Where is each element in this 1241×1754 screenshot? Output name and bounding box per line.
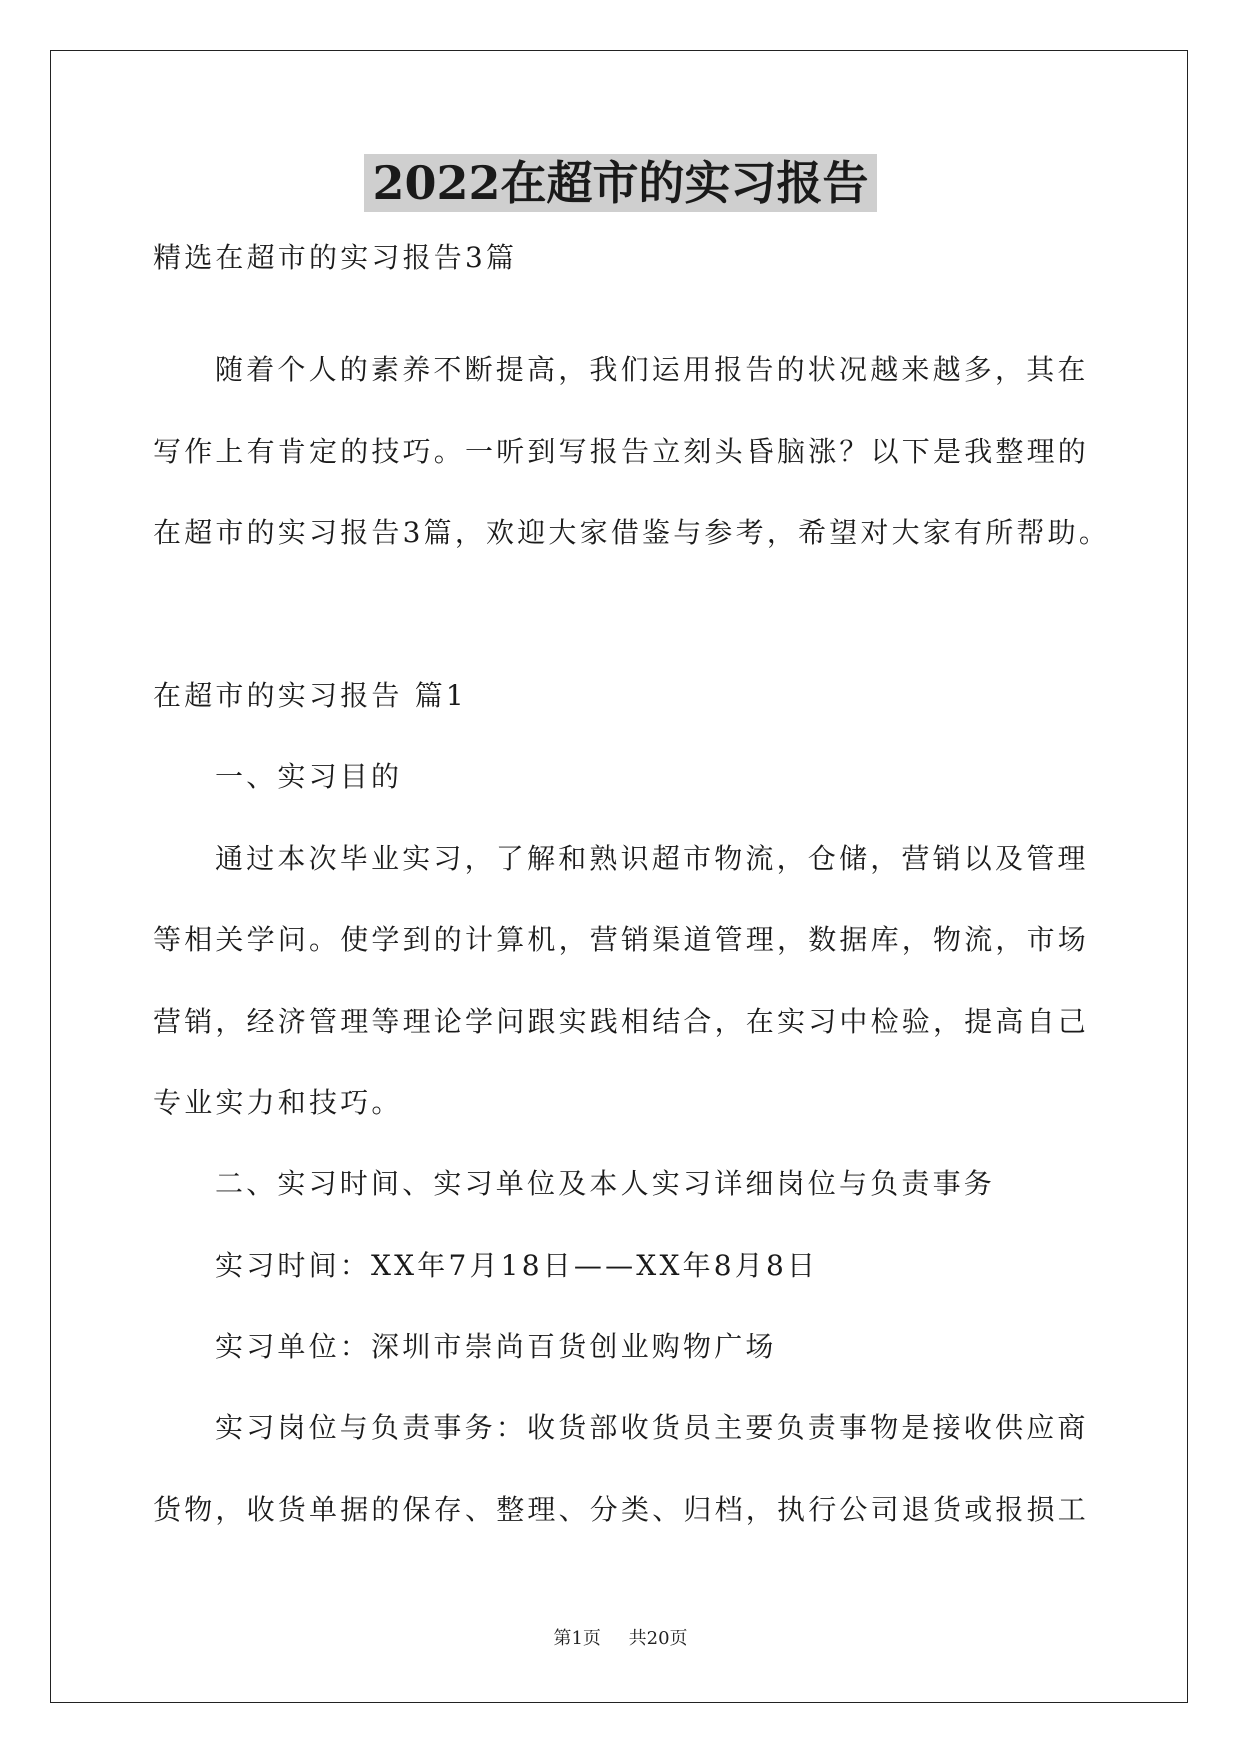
purpose-line: 等相关学问。使学到的计算机，营销渠道管理，数据库，物流，市场 [153, 923, 1090, 957]
duties-line: 实习岗位与负责事务：收货部收货员主要负责事物是接收供应商 [215, 1411, 1089, 1445]
heading-purpose: 一、实习目的 [215, 760, 403, 794]
subtitle: 精选在超市的实习报告3篇 [153, 241, 518, 274]
internship-time: 实习时间：XX年7月18日——XX年8月8日 [215, 1248, 819, 1282]
purpose-line: 专业实力和技巧。 [153, 1085, 403, 1119]
subtitle-paragraph [153, 217, 1133, 298]
intro-line: 在超市的实习报告3篇，欢迎大家借鉴与参考，希望对大家有所帮助。 [153, 516, 1111, 550]
heading-purpose-paragraph [153, 736, 1133, 817]
internship-time-paragraph [153, 1225, 1133, 1306]
page-number: 第1页 [553, 1628, 601, 1649]
heading-details: 二、实习时间、实习单位及本人实习详细岗位与负责事务 [215, 1167, 996, 1201]
purpose-paragraph [153, 818, 1133, 1144]
internship-unit-paragraph [153, 1306, 1133, 1387]
intro-paragraph [153, 329, 1133, 573]
heading-details-paragraph [153, 1143, 1133, 1224]
page-total: 共20页 [628, 1628, 688, 1649]
intro-line: 随着个人的素养不断提高，我们运用报告的状况越来越多，其在 [215, 353, 1089, 387]
page-footer [0, 1627, 1241, 1651]
section-heading-paragraph [153, 655, 1133, 736]
purpose-line: 营销，经济管理等理论学问跟实践相结合，在实习中检验，提高自己 [153, 1004, 1090, 1038]
duties-line: 货物，收货单据的保存、整理、分类、归档，执行公司退货或报损工 [153, 1492, 1090, 1526]
title-container [0, 154, 1241, 212]
purpose-line: 通过本次毕业实习，了解和熟识超市物流，仓储，营销以及管理 [215, 841, 1089, 875]
section-heading: 在超市的实习报告 篇1 [153, 678, 467, 712]
internship-unit: 实习单位：深圳市崇尚百货创业购物广场 [215, 1330, 777, 1364]
document-body [153, 217, 1133, 1550]
intro-line: 写作上有肯定的技巧。一听到写报告立刻头昏脑涨？以下是我整理的 [153, 434, 1090, 468]
duties-paragraph [153, 1387, 1133, 1550]
page-title: 2022在超市的实习报告 [364, 154, 876, 212]
